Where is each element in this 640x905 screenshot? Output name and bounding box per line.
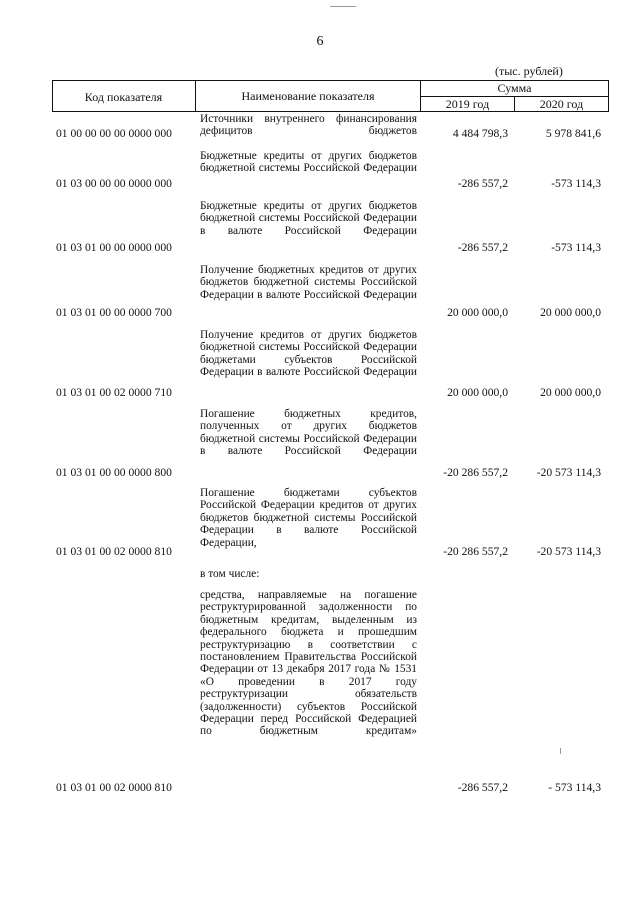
table-row-name: в том числе:	[200, 568, 260, 580]
header-code: Код показателя	[84, 90, 163, 104]
table-row-value-2020: - 573 114,3	[548, 781, 601, 794]
table-row-value-2020: -573 114,3	[551, 241, 601, 254]
header-year-2019: 2019 год	[445, 97, 490, 111]
table-row-name: Получение бюджетных кредитов от других бюджетов бюджетной системы Российской Федерации в валюте Российской Федерации	[200, 264, 417, 301]
table-row-value-2020: 5 978 841,6	[545, 127, 601, 140]
table-row-value-2020: 20 000 000,0	[540, 306, 601, 319]
table-row-value-2019: -20 286 557,2	[443, 545, 508, 558]
scan-mark	[560, 748, 561, 754]
table-row-name: Бюджетные кредиты от других бюджетов бюджетной системы Российской Федерации	[200, 150, 417, 175]
table-row-value-2019: 20 000 000,0	[447, 386, 508, 399]
table-row-code: 01 03 00 00 00 0000 000	[56, 177, 172, 190]
header-sum: Сумма	[497, 81, 532, 95]
table-row-code: 01 03 01 00 02 0000 810	[56, 545, 172, 558]
table-row-code: 01 03 01 00 00 0000 700	[56, 306, 172, 319]
table-row-value-2019: -286 557,2	[457, 781, 508, 794]
header-year-2020: 2020 год	[539, 97, 584, 111]
table-row-value-2019: -286 557,2	[457, 177, 508, 190]
table-row-name: Получение кредитов от других бюджетов бюджетной системы Российской Федерации бюджетами субъектов Российской Федерации в валюте Российской Федерации	[200, 329, 417, 379]
table-row-name: Источники внутреннего финансирования дефицитов бюджетов	[200, 113, 417, 138]
units-label: (тыс. рублей)	[495, 64, 563, 78]
table-row-code: 01 00 00 00 00 0000 000	[56, 127, 172, 140]
page-number: 6	[316, 34, 324, 49]
table-row-code: 01 03 01 00 02 0000 710	[56, 386, 172, 399]
table-row-value-2019: 20 000 000,0	[447, 306, 508, 319]
table-row-name: Погашение бюджетных кредитов, полученных от других бюджетов бюджетной системы Российской Федерации в валюте Российской Федерации	[200, 408, 417, 458]
table-row-code: 01 03 01 00 00 0000 800	[56, 466, 172, 479]
table-row-name: средства, направляемые на погашение реструктурированной задолженности по бюджетным кредитам, выделенным из федерального бюджета и прошедшим реструктуризацию в соответствии с постановлением Правительства Российской Федерации от 13 декабря 2017 года № 1531 «О проведении в 2017 году реструктуризации обязательств (задолженности) субъектов Российской Федерации перед Российской Федерацией по бюджетным кредитам»	[200, 589, 417, 738]
header-name: Наименование показателя	[241, 89, 375, 103]
table-row-code: 01 03 01 00 02 0000 810	[56, 781, 172, 794]
table-row-value-2020: -20 573 114,3	[536, 466, 601, 479]
table-row-value-2020: -573 114,3	[551, 177, 601, 190]
table-row-name: Бюджетные кредиты от других бюджетов бюджетной системы Российской Федерации в валюте Российской Федерации	[200, 200, 417, 237]
table-row-value-2020: 20 000 000,0	[540, 386, 601, 399]
table-row-value-2019: -20 286 557,2	[443, 466, 508, 479]
table-row-name: Погашение бюджетами субъектов Российской Федерации кредитов от других бюджетов бюджетной системы Российской Федерации в валюте Российской Федерации,	[200, 487, 417, 549]
table-row-code: 01 03 01 00 00 0000 000	[56, 241, 172, 254]
table-row-value-2019: -286 557,2	[457, 241, 508, 254]
table-row-value-2019: 4 484 798,3	[452, 127, 508, 140]
table-header	[52, 80, 609, 112]
table-row-value-2020: -20 573 114,3	[536, 545, 601, 558]
scan-mark	[330, 6, 356, 7]
